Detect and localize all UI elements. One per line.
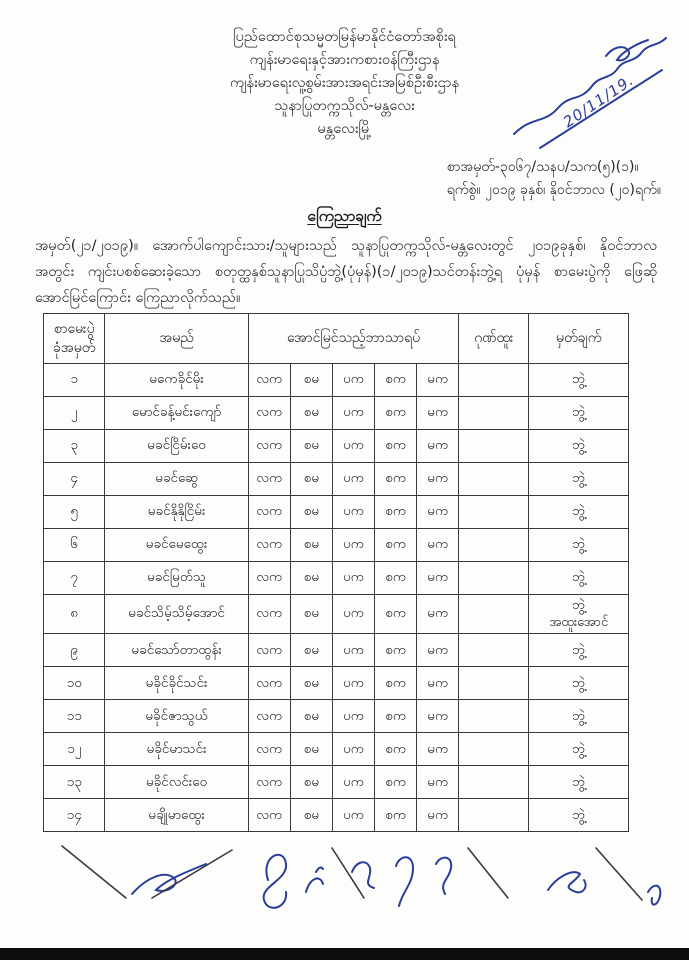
table-row bbox=[44, 667, 629, 700]
cell-subject-code: လက bbox=[248, 397, 290, 430]
table-row bbox=[44, 364, 629, 397]
cell-subject-code: စက bbox=[375, 562, 417, 595]
cell-subject-code: စက bbox=[375, 463, 417, 496]
cell-subject-code: စက bbox=[375, 397, 417, 430]
cell-student-name: မခိုင်လင်းဝေ bbox=[105, 766, 248, 799]
cell-subject-code: လက bbox=[248, 766, 290, 799]
cell-remark-extra: အထူးအောင် bbox=[549, 614, 609, 630]
cell-subject-code: ပက bbox=[332, 766, 374, 799]
letterhead-line-ministry: ကျန်းမာရေးနှင့်အားကစားဝန်ကြီးဌာန bbox=[249, 52, 440, 68]
cell-subject-code: စက bbox=[375, 634, 417, 667]
cell-distinction bbox=[459, 364, 529, 397]
cell-student-name: မခင်မြတ်သူ bbox=[105, 562, 248, 595]
table-row bbox=[44, 766, 629, 799]
cell-student-name: မကေခိုင်မိုး bbox=[105, 364, 248, 397]
cell-subject-code: မက bbox=[417, 595, 459, 634]
cell-subject-code: လက bbox=[248, 364, 290, 397]
cell-remark: ဘွဲ့ bbox=[529, 562, 629, 595]
results-table bbox=[43, 313, 629, 832]
cell-subject-code: စမ bbox=[290, 799, 332, 832]
cell-subject-code: ပက bbox=[332, 430, 374, 463]
cell-distinction bbox=[459, 397, 529, 430]
cell-subject-code: မက bbox=[417, 766, 459, 799]
cell-remark: ဘွဲ့ bbox=[529, 496, 629, 529]
cell-remark: ဘွဲ့ bbox=[529, 700, 629, 733]
cell-remark: ဘွဲ့ bbox=[529, 799, 629, 832]
cell-student-name: မခိုင်ခိုင်သင်း bbox=[105, 667, 248, 700]
cell-subject-code: စမ bbox=[290, 595, 332, 634]
cell-seat-number: ၇ bbox=[44, 562, 105, 595]
cell-subject-code: မက bbox=[417, 562, 459, 595]
cell-remark: ဘွဲ့ bbox=[529, 733, 629, 766]
cell-subject-code: စမ bbox=[290, 430, 332, 463]
cell-subject-code: လက bbox=[248, 733, 290, 766]
cell-distinction bbox=[459, 766, 529, 799]
letterhead-line-government: ပြည်ထောင်စုသမ္မတမြန်မာနိုင်ငံတော်အစိုးရ bbox=[233, 29, 456, 45]
cell-distinction bbox=[459, 496, 529, 529]
cell-subject-code: ပက bbox=[332, 364, 374, 397]
cell-subject-code: စက bbox=[375, 529, 417, 562]
cell-subject-code: စမ bbox=[290, 766, 332, 799]
cell-seat-number: ၁ bbox=[44, 364, 105, 397]
cell-student-name: မချိုမာထွေး bbox=[105, 799, 248, 832]
cell-student-name: မခင်မေထွေး bbox=[105, 529, 248, 562]
cell-distinction bbox=[459, 562, 529, 595]
table-header-row bbox=[44, 314, 629, 364]
cell-subject-code: မက bbox=[417, 430, 459, 463]
reference-block bbox=[447, 156, 661, 202]
cell-subject-code: မက bbox=[417, 496, 459, 529]
cell-subject-code: စမ bbox=[290, 733, 332, 766]
letterhead-line-university: သူနာပြုတက္ကသိုလ်-မန္တလေး bbox=[274, 98, 415, 114]
announcement-body: အမှတ်(၂၁/၂၀၁၉)။ အောက်ပါကျောင်းသား/သူများသည် သူနာပြုတက္ကသိုလ်-မန္တလေးတွင် ၂၀၁၉ခုနှစ်၊ နိုဝင်ဘာလအတွင်း ကျင်းပစစ်ဆေးခဲ့သော စတုတ္ထနှစ်သူနာပြုသိပ္ပံဘွဲ့(ပုံမှန်)(၁/၂၀၁၉)သင်တန်းဘွဲ့ရ ပုံမှန် စာမေးပွဲကို ဖြေဆိုအောင်မြင်ကြောင်း ကြေညာလိုက်သည်။ bbox=[35, 238, 657, 306]
cell-distinction bbox=[459, 733, 529, 766]
cell-remark: ဘွဲ့ bbox=[529, 364, 629, 397]
cell-subject-code: ပက bbox=[332, 496, 374, 529]
cell-seat-number: ၄ bbox=[44, 463, 105, 496]
cell-subject-code: စမ bbox=[290, 634, 332, 667]
cell-seat-number: ၆ bbox=[44, 529, 105, 562]
cell-subject-code: စက bbox=[375, 595, 417, 634]
scan-bottom-edge bbox=[0, 948, 689, 960]
table-row bbox=[44, 496, 629, 529]
cell-subject-code: စမ bbox=[290, 397, 332, 430]
cell-subject-code: စက bbox=[375, 430, 417, 463]
cell-subject-code: စက bbox=[375, 496, 417, 529]
cell-distinction bbox=[459, 634, 529, 667]
letter-number: စာအမှတ်-၃၀၆၇/သနပ/သက(၅)(၁)။ bbox=[446, 159, 639, 175]
cell-subject-code: လက bbox=[248, 529, 290, 562]
cell-subject-code: ပက bbox=[332, 799, 374, 832]
cell-subject-code: ပက bbox=[332, 397, 374, 430]
table-row bbox=[44, 595, 629, 634]
cell-seat-number: ၁၁ bbox=[44, 700, 105, 733]
table-row bbox=[44, 397, 629, 430]
cell-subject-code: ပက bbox=[332, 700, 374, 733]
cell-student-name: မခင်နိုနိုငြိမ်း bbox=[105, 496, 248, 529]
letterhead-line-city: မန္တလေးမြို့ bbox=[317, 121, 372, 137]
table-row bbox=[44, 529, 629, 562]
cell-subject-code: လက bbox=[248, 463, 290, 496]
cell-student-name: မခင်သော်တာထွန်း bbox=[105, 634, 248, 667]
cell-remark: ဘွဲ့ bbox=[529, 463, 629, 496]
cell-student-name: မခင်သိမ့်သိမ့်အောင် bbox=[105, 595, 248, 634]
cell-seat-number: ၁၃ bbox=[44, 766, 105, 799]
cell-subject-code: လက bbox=[248, 595, 290, 634]
cell-subject-code: ပက bbox=[332, 529, 374, 562]
cell-subject-code: စက bbox=[375, 733, 417, 766]
header-seat-number: စာမေးပွဲ ခုံအမှတ် bbox=[44, 314, 105, 364]
cell-subject-code: စမ bbox=[290, 463, 332, 496]
cell-seat-number: ၂ bbox=[44, 397, 105, 430]
cell-student-name: မောင်ခန့်မင်းကျော် bbox=[105, 397, 248, 430]
cell-seat-number: ၁၂ bbox=[44, 733, 105, 766]
cell-subject-code: လက bbox=[248, 667, 290, 700]
header-subjects-passed: အောင်မြင်သည့်ဘာသာရပ် bbox=[248, 314, 459, 364]
cell-subject-code: လက bbox=[248, 700, 290, 733]
cell-subject-code: လက bbox=[248, 496, 290, 529]
header-distinction: ဂုဏ်ထူး bbox=[459, 314, 529, 364]
table-row bbox=[44, 562, 629, 595]
cell-distinction bbox=[459, 799, 529, 832]
cell-remark: ဘွဲ့ bbox=[529, 430, 629, 463]
cell-student-name: မခိုင်မာသင်း bbox=[105, 733, 248, 766]
cell-subject-code: စက bbox=[375, 364, 417, 397]
cell-remark: ဘွဲ့ အထူးအောင် bbox=[529, 595, 629, 634]
cell-seat-number: ၃ bbox=[44, 430, 105, 463]
cell-remark: ဘွဲ့ bbox=[529, 397, 629, 430]
header-name: အမည် bbox=[105, 314, 248, 364]
cell-subject-code: ပက bbox=[332, 733, 374, 766]
cell-subject-code: ပက bbox=[332, 634, 374, 667]
cell-subject-code: လက bbox=[248, 799, 290, 832]
cell-subject-code: မက bbox=[417, 397, 459, 430]
letter-date: ရက်စွဲ။ ၂၀၁၉ ခုနှစ်၊ နိုဝင်ဘာလ (၂၀)ရက်။ bbox=[446, 182, 661, 198]
cell-subject-code: မက bbox=[417, 634, 459, 667]
handwritten-date: 20/11/19. bbox=[559, 70, 638, 132]
cell-distinction bbox=[459, 667, 529, 700]
handwritten-signatures-bottom bbox=[0, 836, 689, 948]
cell-remark: ဘွဲ့ bbox=[529, 634, 629, 667]
cell-distinction bbox=[459, 700, 529, 733]
cell-distinction bbox=[459, 529, 529, 562]
cell-seat-number: ၁၀ bbox=[44, 667, 105, 700]
cell-subject-code: လက bbox=[248, 634, 290, 667]
cell-subject-code: ပက bbox=[332, 463, 374, 496]
table-row bbox=[44, 700, 629, 733]
table-row bbox=[44, 799, 629, 832]
letterhead-line-department: ကျန်းမာရေးလူ့စွမ်းအားအရင်းအမြစ်ဦးစီးဌာန bbox=[229, 75, 460, 91]
cell-subject-code: စက bbox=[375, 799, 417, 832]
cell-student-name: မခင်ဆွေ bbox=[105, 463, 248, 496]
cell-remark: ဘွဲ့ bbox=[529, 667, 629, 700]
cell-subject-code: မက bbox=[417, 364, 459, 397]
cell-distinction bbox=[459, 595, 529, 634]
table-row bbox=[44, 430, 629, 463]
cell-remark: ဘွဲ့ bbox=[529, 529, 629, 562]
cell-subject-code: စမ bbox=[290, 529, 332, 562]
cell-subject-code: မက bbox=[417, 667, 459, 700]
cell-student-name: မခင်ငြိမ်းဝေ bbox=[105, 430, 248, 463]
cell-distinction bbox=[459, 463, 529, 496]
cell-subject-code: လက bbox=[248, 562, 290, 595]
cell-subject-code: မက bbox=[417, 529, 459, 562]
cell-seat-number: ၉ bbox=[44, 634, 105, 667]
cell-seat-number: ၁၄ bbox=[44, 799, 105, 832]
cell-subject-code: မက bbox=[417, 799, 459, 832]
cell-subject-code: ပက bbox=[332, 595, 374, 634]
cell-subject-code: စက bbox=[375, 667, 417, 700]
cell-subject-code: မက bbox=[417, 700, 459, 733]
cell-seat-number: ၅ bbox=[44, 496, 105, 529]
table-row bbox=[44, 733, 629, 766]
cell-subject-code: ပက bbox=[332, 562, 374, 595]
cell-student-name: မခိုင်ဇာသွယ် bbox=[105, 700, 248, 733]
cell-subject-code: စက bbox=[375, 766, 417, 799]
table-row bbox=[44, 634, 629, 667]
cell-subject-code: မက bbox=[417, 463, 459, 496]
cell-subject-code: မက bbox=[417, 733, 459, 766]
cell-remark: ဘွဲ့ bbox=[529, 766, 629, 799]
cell-subject-code: စမ bbox=[290, 364, 332, 397]
cell-distinction bbox=[459, 430, 529, 463]
cell-subject-code: စမ bbox=[290, 562, 332, 595]
cell-subject-code: စမ bbox=[290, 700, 332, 733]
handwritten-signature-top-right bbox=[510, 30, 685, 160]
table-row bbox=[44, 463, 629, 496]
cell-subject-code: စမ bbox=[290, 667, 332, 700]
cell-seat-number: ၈ bbox=[44, 595, 105, 634]
cell-subject-code: လက bbox=[248, 430, 290, 463]
cell-subject-code: စမ bbox=[290, 496, 332, 529]
cell-subject-code: စက bbox=[375, 700, 417, 733]
header-remark: မှတ်ချက် bbox=[529, 314, 629, 364]
cell-subject-code: ပက bbox=[332, 667, 374, 700]
document-title: ကြေညာချက် bbox=[307, 207, 382, 225]
